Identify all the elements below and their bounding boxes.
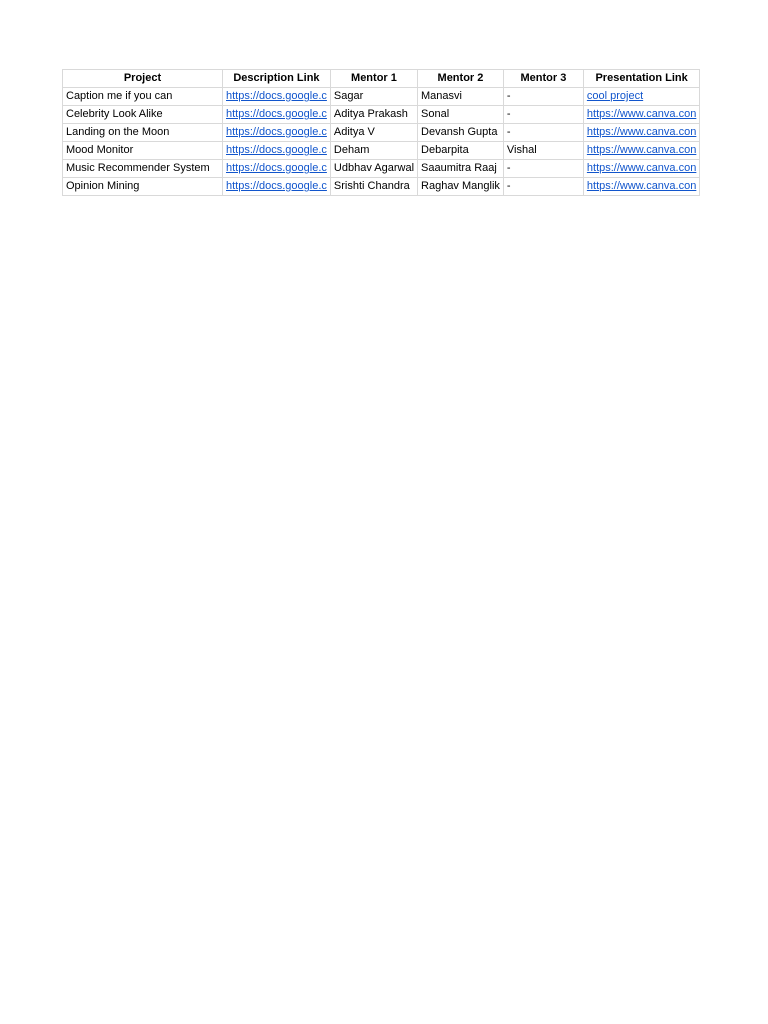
project-name: Music Recommender System	[63, 160, 223, 178]
description-link[interactable]: https://docs.google.c	[226, 108, 327, 120]
table-row	[63, 160, 700, 178]
project-name: Caption me if you can	[63, 88, 223, 106]
presentation-link-cell	[583, 160, 699, 178]
header-row	[63, 70, 700, 88]
mentor-1: Aditya Prakash	[330, 106, 417, 124]
mentor-2: Sonal	[418, 106, 504, 124]
project-name: Celebrity Look Alike	[63, 106, 223, 124]
description-link-cell	[223, 106, 331, 124]
project-name: Mood Monitor	[63, 142, 223, 160]
description-link-cell	[223, 142, 331, 160]
mentor-2: Raghav Manglik	[418, 178, 504, 196]
header-mentor-3: Mentor 3	[503, 70, 583, 88]
mentor-1: Aditya V	[330, 124, 417, 142]
description-link[interactable]: https://docs.google.c	[226, 90, 327, 102]
presentation-link[interactable]: https://www.canva.con	[586, 108, 697, 120]
description-link-cell	[223, 88, 331, 106]
description-link[interactable]: https://docs.google.c	[226, 126, 327, 138]
description-link[interactable]: https://docs.google.c	[226, 180, 327, 192]
mentor-2: Devansh Gupta	[418, 124, 504, 142]
header-project: Project	[63, 70, 223, 88]
projects-table	[62, 69, 700, 196]
mentor-2: Saaumitra Raaj	[418, 160, 504, 178]
presentation-link-cell	[583, 124, 699, 142]
description-link[interactable]: https://docs.google.c	[226, 162, 327, 174]
project-name: Opinion Mining	[63, 178, 223, 196]
table-row	[63, 124, 700, 142]
presentation-link[interactable]: https://www.canva.con	[586, 162, 697, 174]
mentor-3: -	[503, 160, 583, 178]
description-link-cell	[223, 160, 331, 178]
mentor-3: -	[503, 124, 583, 142]
table-row	[63, 106, 700, 124]
mentor-3: Vishal	[503, 142, 583, 160]
description-link-cell	[223, 124, 331, 142]
mentor-2: Debarpita	[418, 142, 504, 160]
presentation-link-cell	[583, 106, 699, 124]
mentor-3: -	[503, 106, 583, 124]
presentation-link[interactable]: https://www.canva.con	[586, 180, 697, 192]
header-presentation-link: Presentation Link	[583, 70, 699, 88]
header-mentor-1: Mentor 1	[330, 70, 417, 88]
description-link-cell	[223, 178, 331, 196]
presentation-link[interactable]: cool project	[586, 90, 644, 102]
description-link[interactable]: https://docs.google.c	[226, 144, 327, 156]
mentor-2: Manasvi	[418, 88, 504, 106]
mentor-1: Sagar	[330, 88, 417, 106]
header-mentor-2: Mentor 2	[418, 70, 504, 88]
presentation-link-cell	[583, 88, 699, 106]
presentation-link-cell	[583, 142, 699, 160]
header-description-link: Description Link	[223, 70, 331, 88]
mentor-1: Deham	[330, 142, 417, 160]
mentor-1: Srishti Chandra	[330, 178, 417, 196]
mentor-3: -	[503, 88, 583, 106]
presentation-link[interactable]: https://www.canva.con	[586, 144, 697, 156]
table-row	[63, 88, 700, 106]
project-name: Landing on the Moon	[63, 124, 223, 142]
presentation-link[interactable]: https://www.canva.con	[586, 126, 697, 138]
table-row	[63, 178, 700, 196]
mentor-1: Udbhav Agarwal	[330, 160, 417, 178]
presentation-link-cell	[583, 178, 699, 196]
mentor-3: -	[503, 178, 583, 196]
table-row	[63, 142, 700, 160]
